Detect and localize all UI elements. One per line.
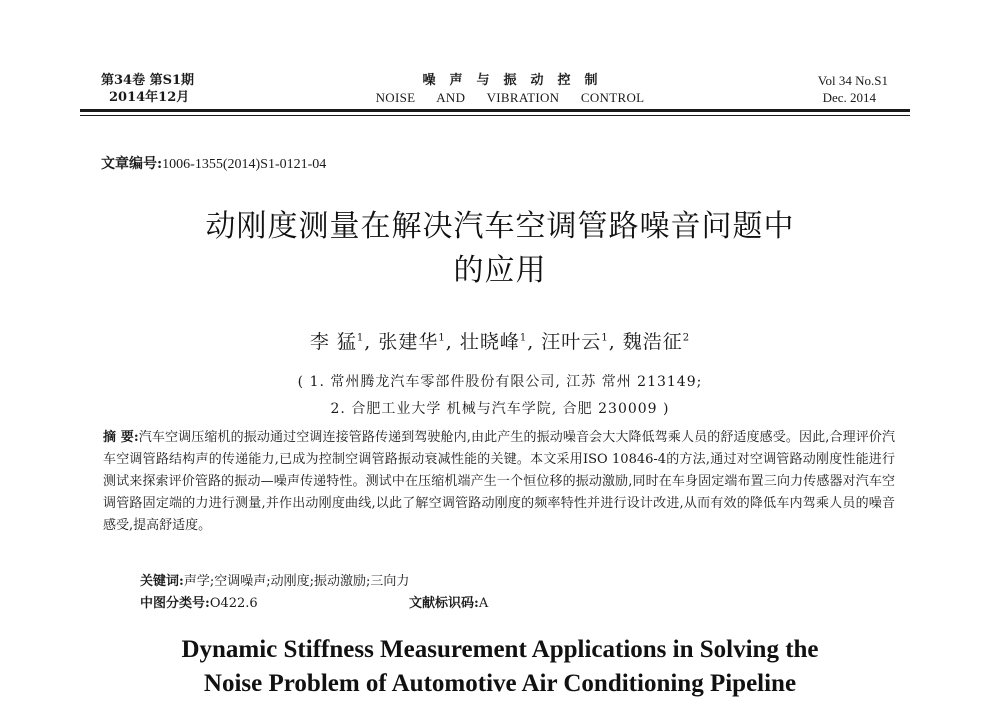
paper-title-line2: 的应用 <box>453 253 547 288</box>
author-name: 李 猛 <box>309 331 357 353</box>
document-code <box>409 593 488 615</box>
author-list <box>200 327 800 354</box>
english-title-line2: Noise Problem of Automotive Air Conditioning Pipeline <box>203 670 797 697</box>
abstract-text: 汽车空调压缩机的振动通过空调连接管路传递到驾驶舱内,由此产生的振动噪音会大大降低驾乘人员的舒适度感受。因此,合理评价汽车空调管路结构声的传递能力,已成为控制空调管路振动衰减性能的关键。本文采用ISO 10846-4的方法,通过对空调管路动刚度性能进行测试来探索评价管路的振动—噪声传递特性。测试中在压缩机端产生一个恒位移的振动激励,同时在车身固定端布置三向力传感器对汽车空调管路固定端的力进行测量,并作出动刚度曲线,以此了解空调管路动刚度的频率特性并进行设计改进,从而有效的降低车内驾乘人员的噪音感受,提高舒适度。 <box>103 430 896 533</box>
author-separator: , <box>608 331 623 353</box>
author-affiliation-mark: 1 <box>438 332 446 344</box>
article-number-value: 1006-1355(2014)S1-0121-04 <box>162 157 327 172</box>
abstract-label: 摘 要: <box>103 430 139 445</box>
keywords <box>140 571 409 593</box>
document-code-label: 文献标识码: <box>409 596 479 611</box>
clc-label: 中图分类号: <box>140 596 210 611</box>
author-affiliation-mark: 1 <box>519 332 528 344</box>
volume-issue: 第34卷 第S1期 <box>101 73 195 88</box>
affiliation-2: 2. 合肥工业大学 机械与汽车学院, 合肥 230009 ) <box>330 401 670 417</box>
journal-name-en: NOISE AND VIBRATION CONTROL <box>375 90 645 105</box>
author-affiliation-mark: 1 <box>356 332 365 344</box>
author-separator: , <box>364 331 379 353</box>
publication-date-cn: 2014年12月 <box>109 90 190 105</box>
header-rule-thin <box>80 115 910 116</box>
document-code-value: A <box>478 596 489 611</box>
volume-issue-en: Vol 34 No.S1 <box>817 73 888 88</box>
clc-value: O422.6 <box>209 596 258 611</box>
author-name: 张建华 <box>378 331 439 353</box>
article-number-label: 文章编号: <box>101 156 163 172</box>
article-number <box>101 153 326 173</box>
author-affiliation-mark: 2 <box>682 332 691 344</box>
english-title-line1: Dynamic Stiffness Measurement Applications in Solving the <box>181 636 819 663</box>
author-name: 汪叶云 <box>541 331 602 353</box>
journal-volume-info <box>101 72 194 106</box>
publication-date-en: Dec. 2014 <box>822 90 876 105</box>
journal-name <box>320 72 700 106</box>
clc-number <box>140 593 258 615</box>
author-name: 魏浩征 <box>622 331 683 353</box>
author-name: 壮晓峰 <box>459 331 520 353</box>
paper-title-line1: 动刚度测量在解决汽车空调管路噪音问题中 <box>205 209 795 244</box>
author-separator: , <box>527 331 542 353</box>
keywords-label: 关键词: <box>140 574 184 589</box>
paper-title <box>100 205 900 293</box>
keywords-value: 声学;空调噪声;动刚度;振动激励;三向力 <box>183 574 410 589</box>
affiliation-1: ( 1. 常州腾龙汽车零部件股份有限公司, 江苏 常州 213149; <box>297 374 703 390</box>
author-separator: , <box>445 331 460 353</box>
english-title <box>60 633 940 701</box>
journal-name-cn: 噪声与振动控制 <box>422 73 612 88</box>
journal-volume-info-en <box>818 72 888 106</box>
abstract <box>103 427 895 537</box>
author-affiliation-mark: 1 <box>601 332 609 344</box>
header-rule-thick <box>80 109 910 112</box>
